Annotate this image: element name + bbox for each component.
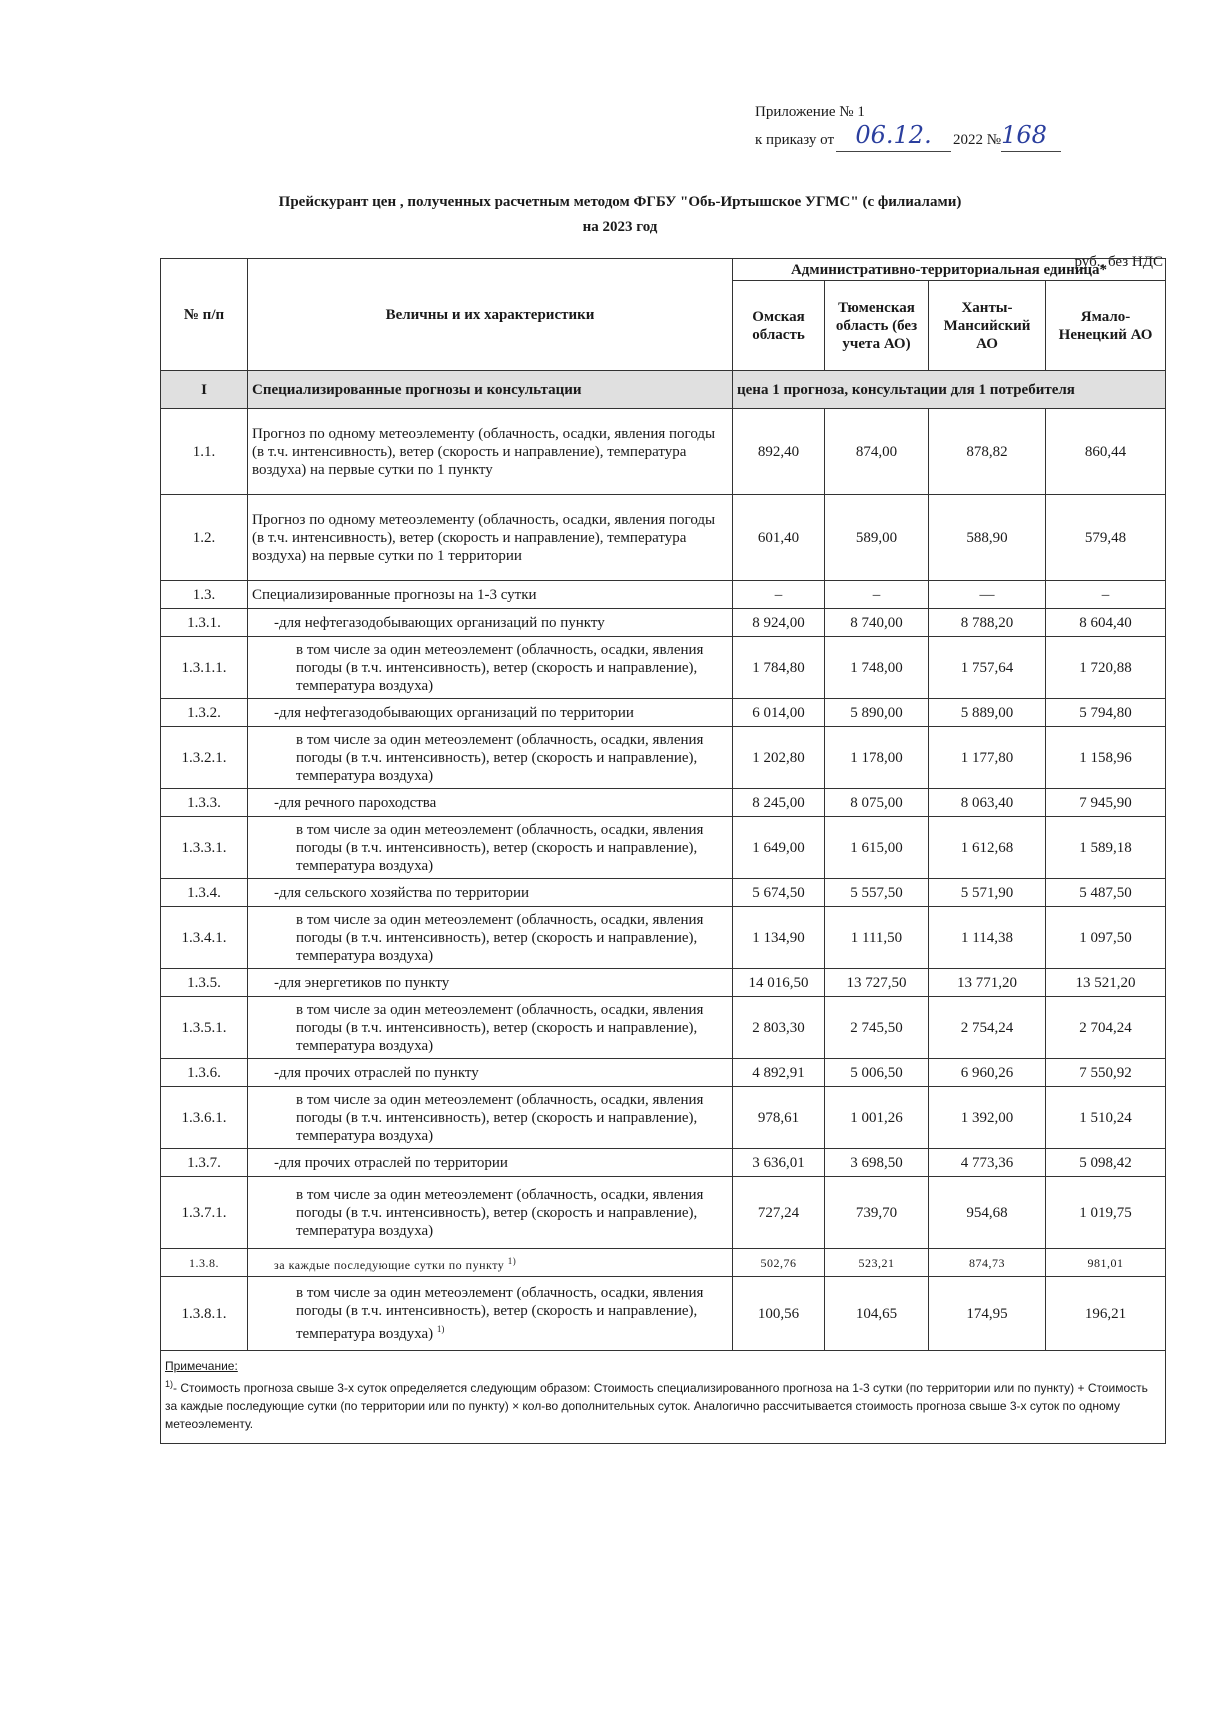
row-description [248,879,733,907]
footnote-marker: 1) [436,1324,445,1334]
row-description [248,997,733,1059]
price-cell-region-4: – [1046,581,1166,609]
price-cell-region-4: 7 550,92 [1046,1059,1166,1087]
price-cell-region-3: 174,95 [929,1277,1046,1351]
row-description [248,1087,733,1149]
row-num: 1.3.1.1. [161,637,248,699]
price-cell-region-2: 5 557,50 [825,879,929,907]
row-description-text: в том числе за один метеоэлемент (облачность, осадки, явления погоды (в т.ч. интенсивность), ветер (скорость и направление), температура воздуха) [296,1091,704,1144]
row-description-text: в том числе за один метеоэлемент (облачность, осадки, явления погоды (в т.ч. интенсивность), ветер (скорость и направление), температура воздуха) [296,641,704,694]
table-row [161,409,1166,495]
col-header-region-1: Омская область [733,281,825,371]
price-cell-region-2: 104,65 [825,1277,929,1351]
price-cell-region-3: 1 612,68 [929,817,1046,879]
order-date-field [836,121,951,152]
price-cell-region-4: 5 487,50 [1046,879,1166,907]
price-cell-region-1: 502,76 [733,1249,825,1277]
price-cell-region-1: 3 636,01 [733,1149,825,1177]
price-cell-region-3: 13 771,20 [929,969,1046,997]
price-cell-region-3: 6 960,26 [929,1059,1046,1087]
row-description [248,1059,733,1087]
table-row [161,495,1166,581]
table-row [161,1177,1166,1249]
price-cell-region-4: 196,21 [1046,1277,1166,1351]
table-row [161,789,1166,817]
row-num: 1.3.4. [161,879,248,907]
price-cell-region-1: 6 014,00 [733,699,825,727]
title-line-1: Прейскурант цен , полученных расчетным методом ФГБУ "Обь-Иртышское УГМС" (с филиалами) [278,194,962,210]
note-text: - Стоимость прогноза свыше 3-х суток определяется следующим образом: Стоимость специализированного прогноза на 1-3 сутки (по территории или по пункту) + Стоимость за каждые последующие сутки (по территории или по пункту) × кол-во дополнительных суток. Аналогично рассчитывается стоимость прогноза свыше 3-х суток по одному метеоэлементу. [165,1381,1148,1431]
price-cell-region-2: 8 740,00 [825,609,929,637]
row-num: 1.3.1. [161,609,248,637]
row-description [248,727,733,789]
table-row [161,879,1166,907]
table-row [161,1087,1166,1149]
appendix-title: Приложение № 1 [755,104,865,120]
row-description [248,789,733,817]
table-row [161,817,1166,879]
price-cell-region-3: 8 063,40 [929,789,1046,817]
row-description [248,637,733,699]
section-row [161,371,1166,409]
row-num: 1.3.5.1. [161,997,248,1059]
row-description [248,1277,733,1351]
price-cell-region-1: 100,56 [733,1277,825,1351]
price-cell-region-1: 727,24 [733,1177,825,1249]
price-cell-region-4: 981,01 [1046,1249,1166,1277]
table-row [161,699,1166,727]
row-description-text: -для энергетиков по пункту [274,974,450,991]
row-num: 1.3.7. [161,1149,248,1177]
price-cell-region-1: 1 784,80 [733,637,825,699]
row-description [248,581,733,609]
note-text-block [165,1375,1161,1433]
title-line-2: на 2023 год [582,219,658,235]
table-row [161,969,1166,997]
table-row [161,1277,1166,1351]
row-description [248,1249,733,1277]
price-cell-region-4: 1 158,96 [1046,727,1166,789]
row-description-text: -для прочих отраслей по пункту [274,1064,479,1081]
price-cell-region-2: 2 745,50 [825,997,929,1059]
price-cell-region-1: 2 803,30 [733,997,825,1059]
row-description [248,495,733,581]
note-cell [161,1351,1166,1444]
price-cell-region-3: — [929,581,1046,609]
order-number-field [1001,121,1061,152]
table-row [161,727,1166,789]
row-description [248,907,733,969]
order-date-handwritten: 06.12. [855,121,932,149]
row-description [248,409,733,495]
price-cell-region-3: 4 773,36 [929,1149,1046,1177]
note-row [161,1351,1166,1444]
price-table [160,258,1166,1444]
section-num: I [161,371,248,409]
row-description-text: в том числе за один метеоэлемент (облачность, осадки, явления погоды (в т.ч. интенсивность), ветер (скорость и направление), температура воздуха) [296,731,704,784]
row-description [248,1149,733,1177]
row-description-text: -для нефтегазодобывающих организаций по территории [274,704,634,721]
col-header-region-2: Тюменская область (без учета АО) [825,281,929,371]
col-header-group: Административно-территориальная единица* [733,259,1166,281]
units-label: руб., без НДС [1074,254,1163,270]
price-cell-region-1: – [733,581,825,609]
row-description-text: Прогноз по одному метеоэлементу (облачность, осадки, явления погоды (в т.ч. интенсивность), ветер (скорость и направление), температура воздуха) на первые сутки по 1 территории [252,511,716,564]
row-num: 1.3.6. [161,1059,248,1087]
col-header-num: № п/п [161,259,248,371]
price-cell-region-3: 878,82 [929,409,1046,495]
price-cell-region-1: 601,40 [733,495,825,581]
price-cell-region-2: 523,21 [825,1249,929,1277]
price-cell-region-2: 589,00 [825,495,929,581]
price-cell-region-3: 5 571,90 [929,879,1046,907]
price-cell-region-4: 8 604,40 [1046,609,1166,637]
row-description-text: -для сельского хозяйства по территории [274,884,530,901]
price-cell-region-3: 588,90 [929,495,1046,581]
price-cell-region-3: 1 392,00 [929,1087,1046,1149]
price-cell-region-3: 1 114,38 [929,907,1046,969]
section-price-note: цена 1 прогноза, консультации для 1 потребителя [733,371,1166,409]
price-cell-region-2: 5 890,00 [825,699,929,727]
price-cell-region-4: 1 097,50 [1046,907,1166,969]
row-description-text: Специализированные прогнозы на 1-3 сутки [252,586,537,603]
row-description [248,969,733,997]
appendix-block [755,100,1061,152]
row-description-text: в том числе за один метеоэлемент (облачность, осадки, явления погоды (в т.ч. интенсивность), ветер (скорость и направление), температура воздуха) [296,1186,704,1239]
price-cell-region-2: 1 001,26 [825,1087,929,1149]
price-cell-region-3: 874,73 [929,1249,1046,1277]
row-description [248,609,733,637]
price-cell-region-4: 5 794,80 [1046,699,1166,727]
price-cell-region-3: 1 757,64 [929,637,1046,699]
price-cell-region-3: 1 177,80 [929,727,1046,789]
price-cell-region-2: – [825,581,929,609]
price-cell-region-2: 1 748,00 [825,637,929,699]
price-cell-region-1: 1 134,90 [733,907,825,969]
price-cell-region-1: 892,40 [733,409,825,495]
header-row-1 [161,259,1166,281]
order-number-handwritten: 168 [1001,121,1047,149]
row-num: 1.3.2. [161,699,248,727]
note-marker: 1) [165,1379,174,1389]
row-description-text: в том числе за один метеоэлемент (облачность, осадки, явления погоды (в т.ч. интенсивность), ветер (скорость и направление), температура воздуха) [296,1001,704,1054]
price-cell-region-1: 8 924,00 [733,609,825,637]
price-cell-region-3: 8 788,20 [929,609,1046,637]
price-cell-region-1: 978,61 [733,1087,825,1149]
row-description-text: -для речного пароходства [274,794,437,811]
price-cell-region-4: 1 510,24 [1046,1087,1166,1149]
price-cell-region-1: 5 674,50 [733,879,825,907]
price-cell-region-3: 5 889,00 [929,699,1046,727]
table-row [161,581,1166,609]
row-description-text: -для прочих отраслей по территории [274,1154,508,1171]
footnote-marker: 1) [507,1255,517,1266]
row-num: 1.3.2.1. [161,727,248,789]
note-label: Примечание: [165,1359,238,1373]
row-num: 1.3. [161,581,248,609]
price-cell-region-4: 7 945,90 [1046,789,1166,817]
row-description-text: в том числе за один метеоэлемент (облачность, осадки, явления погоды (в т.ч. интенсивность), ветер (скорость и направление), температура воздуха) [296,821,704,874]
row-description-text: за каждые последующие сутки по пункту [274,1257,505,1272]
row-description-text: в том числе за один метеоэлемент (облачность, осадки, явления погоды (в т.ч. интенсивность), ветер (скорость и направление), температура воздуха) [296,1285,704,1342]
row-num: 1.3.6.1. [161,1087,248,1149]
table-row [161,907,1166,969]
price-cell-region-2: 13 727,50 [825,969,929,997]
row-num: 1.3.5. [161,969,248,997]
table-row [161,1059,1166,1087]
price-cell-region-1: 4 892,91 [733,1059,825,1087]
price-cell-region-1: 1 202,80 [733,727,825,789]
price-cell-region-4: 1 019,75 [1046,1177,1166,1249]
order-prefix: к приказу от [755,132,835,148]
row-description [248,699,733,727]
price-cell-region-2: 1 111,50 [825,907,929,969]
price-cell-region-2: 8 075,00 [825,789,929,817]
price-cell-region-2: 1 615,00 [825,817,929,879]
row-num: 1.3.3. [161,789,248,817]
order-line [755,121,1061,152]
row-description [248,1177,733,1249]
price-cell-region-1: 8 245,00 [733,789,825,817]
row-description-text: -для нефтегазодобывающих организаций по пункту [274,614,605,631]
table-row [161,1249,1166,1277]
col-header-region-4: Ямало-Ненецкий АО [1046,281,1166,371]
price-cell-region-4: 13 521,20 [1046,969,1166,997]
row-num: 1.2. [161,495,248,581]
row-num: 1.3.8. [161,1249,248,1277]
price-cell-region-1: 1 649,00 [733,817,825,879]
price-cell-region-2: 1 178,00 [825,727,929,789]
col-header-name: Величны и их характеристики [248,259,733,371]
price-cell-region-2: 3 698,50 [825,1149,929,1177]
row-num: 1.3.3.1. [161,817,248,879]
table-row [161,609,1166,637]
col-header-region-3: Ханты-Мансийский АО [929,281,1046,371]
price-cell-region-2: 874,00 [825,409,929,495]
price-cell-region-1: 14 016,50 [733,969,825,997]
price-cell-region-3: 954,68 [929,1177,1046,1249]
order-year: 2022 № [953,132,1002,148]
price-cell-region-3: 2 754,24 [929,997,1046,1059]
price-cell-region-4: 5 098,42 [1046,1149,1166,1177]
price-cell-region-4: 1 720,88 [1046,637,1166,699]
table-row [161,1149,1166,1177]
price-cell-region-4: 579,48 [1046,495,1166,581]
price-cell-region-2: 5 006,50 [825,1059,929,1087]
price-cell-region-4: 860,44 [1046,409,1166,495]
row-num: 1.3.7.1. [161,1177,248,1249]
price-cell-region-4: 2 704,24 [1046,997,1166,1059]
document-title [160,190,1080,240]
price-cell-region-4: 1 589,18 [1046,817,1166,879]
price-cell-region-2: 739,70 [825,1177,929,1249]
row-num: 1.3.4.1. [161,907,248,969]
section-name: Специализированные прогнозы и консультации [248,371,733,409]
row-num: 1.3.8.1. [161,1277,248,1351]
table-row [161,997,1166,1059]
row-description-text: Прогноз по одному метеоэлементу (облачность, осадки, явления погоды (в т.ч. интенсивность), ветер (скорость и направление), температура воздуха) на первые сутки по 1 пункту [252,425,716,478]
row-description [248,817,733,879]
table-row [161,637,1166,699]
row-num: 1.1. [161,409,248,495]
row-description-text: в том числе за один метеоэлемент (облачность, осадки, явления погоды (в т.ч. интенсивность), ветер (скорость и направление), температура воздуха) [296,911,704,964]
